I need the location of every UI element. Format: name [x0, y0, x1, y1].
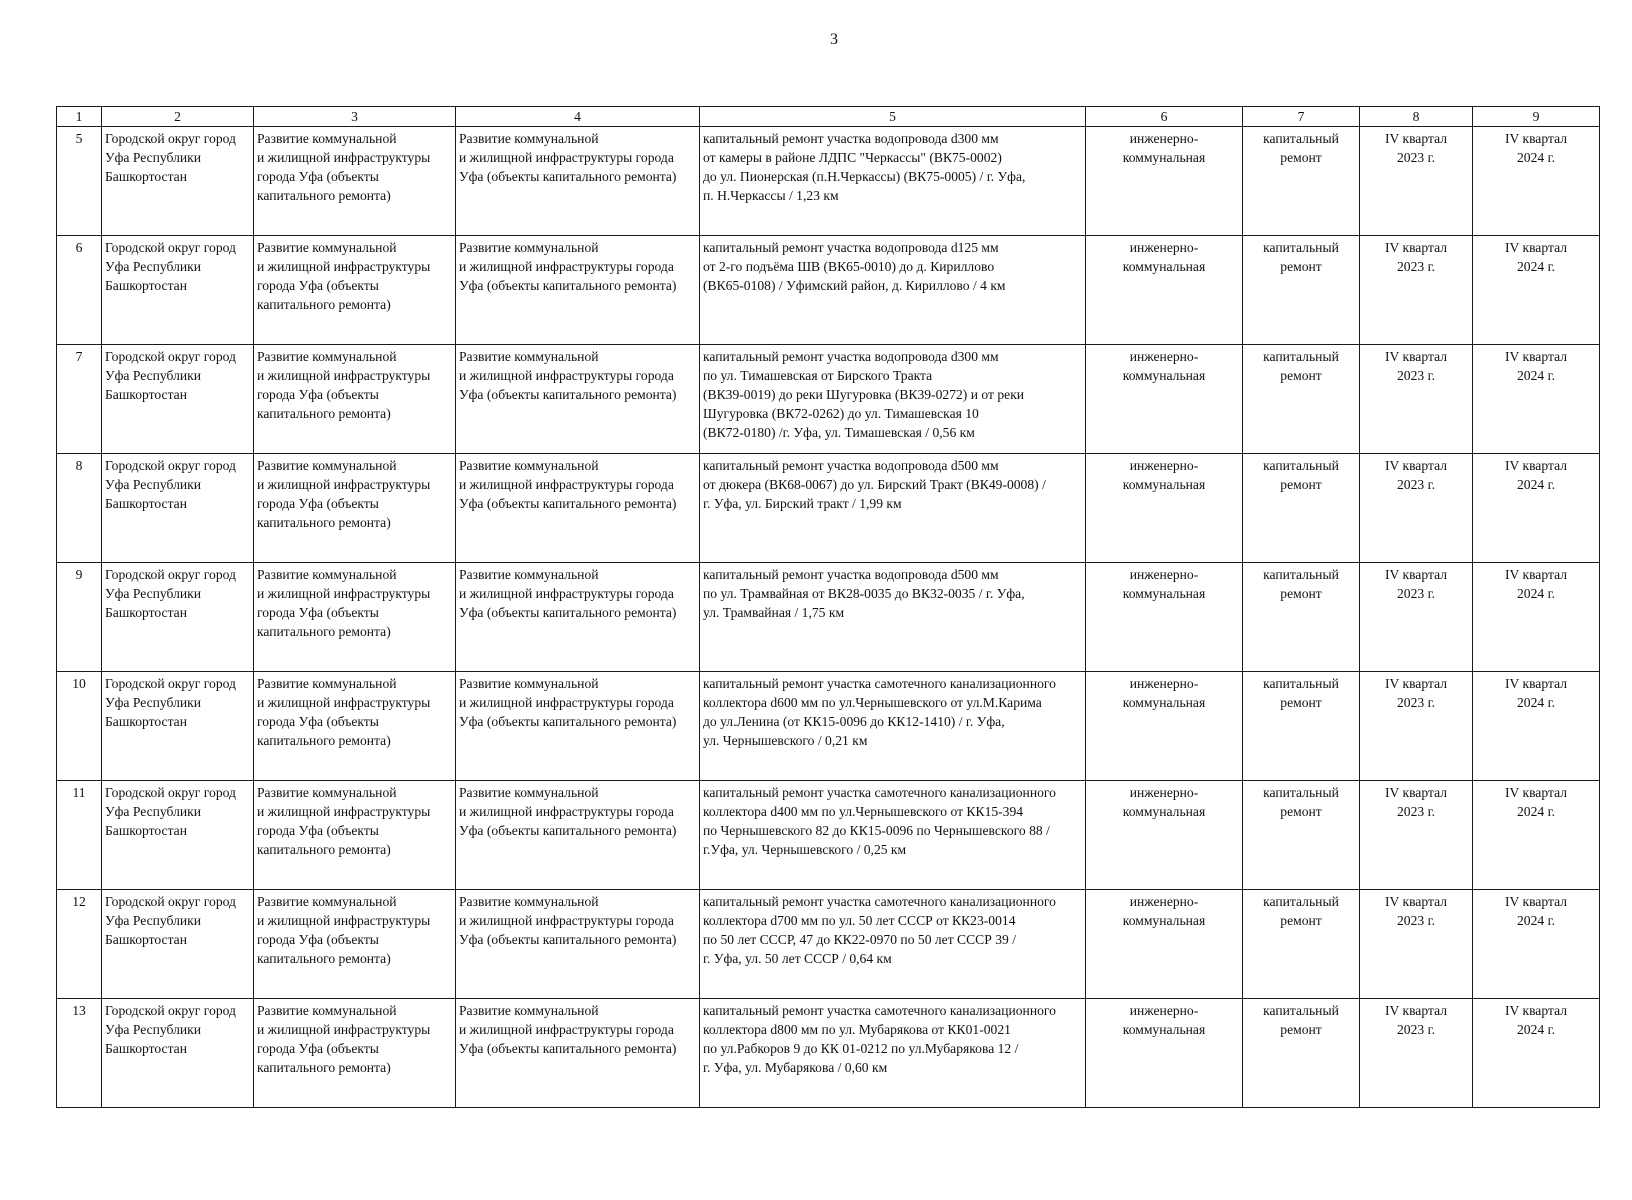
end-period-cell: [1473, 236, 1600, 345]
registry-table: [56, 106, 1600, 1108]
cell-line: Развитие коммунальной: [257, 785, 397, 800]
cell-line: Развитие коммунальной: [257, 894, 397, 909]
cell-line: IV квартал: [1504, 567, 1568, 582]
cell-line: капитального ремонта): [257, 951, 391, 966]
cell-line: коммунальная: [1122, 695, 1206, 710]
start-period-cell: [1360, 454, 1473, 563]
cell-line: Уфа Республики: [105, 804, 202, 819]
cell-line: инженерно-: [1129, 1003, 1199, 1018]
cell-line: Шугуровка (ВК72-0262) до ул. Тимашевская 10: [703, 406, 979, 421]
cell-line: 2023 г.: [1396, 368, 1436, 383]
cell-line: Развитие коммунальной: [257, 567, 397, 582]
cell-line: Уфа (объекты капитального ремонта): [459, 387, 677, 402]
cell-line: 2023 г.: [1396, 150, 1436, 165]
cell-line: инженерно-: [1129, 894, 1199, 909]
cell-line: города Уфа (объекты: [257, 823, 379, 838]
cell-line: Городской округ город: [105, 1003, 236, 1018]
cell-line: от дюкера (ВК68-0067) до ул. Бирский Тракт (ВК49-0008) /: [703, 477, 1046, 492]
cell-line: капитальный ремонт участка водопровода d125 мм: [703, 240, 999, 255]
row-number-cell: 13: [57, 999, 102, 1108]
work-type-cell: [1243, 563, 1360, 672]
cell-line: и жилищной инфраструктуры: [257, 150, 431, 165]
cell-line: Развитие коммунальной: [257, 458, 397, 473]
cell-line: Развитие коммунальной: [459, 1003, 599, 1018]
row-number-cell: 6: [57, 236, 102, 345]
cell-line: Развитие коммунальной: [257, 131, 397, 146]
program-full-cell: [456, 890, 700, 999]
cell-line: инженерно-: [1129, 349, 1199, 364]
cell-line: капитальный: [1263, 676, 1339, 691]
cell-line: Башкортостан: [105, 932, 187, 947]
cell-line: IV квартал: [1504, 894, 1568, 909]
cell-line: 2024 г.: [1516, 1022, 1556, 1037]
start-period-cell: [1360, 127, 1473, 236]
row-number-cell: 11: [57, 781, 102, 890]
cell-line: IV квартал: [1384, 1003, 1448, 1018]
cell-line: и жилищной инфраструктуры: [257, 259, 431, 274]
work-type-cell: [1243, 781, 1360, 890]
start-period-cell: [1360, 345, 1473, 454]
cell-line: коллектора d700 мм по ул. 50 лет СССР от КК23-0014: [703, 913, 1016, 928]
cell-line: Уфа Республики: [105, 259, 202, 274]
object-description-cell: [700, 127, 1086, 236]
start-period-cell: [1360, 999, 1473, 1108]
cell-line: капитальный ремонт участка водопровода d300 мм: [703, 131, 999, 146]
program-cell: [254, 890, 456, 999]
cell-line: Уфа Республики: [105, 477, 202, 492]
cell-line: капитальный ремонт участка самотечного канализационного: [703, 785, 1056, 800]
cell-line: Городской округ город: [105, 240, 236, 255]
municipality-cell: [102, 563, 254, 672]
page-number: 3: [830, 31, 838, 48]
cell-line: Уфа (объекты капитального ремонта): [459, 823, 677, 838]
program-full-cell: [456, 672, 700, 781]
cell-line: Городской округ город: [105, 349, 236, 364]
cell-line: IV квартал: [1384, 894, 1448, 909]
cell-line: капитального ремонта): [257, 406, 391, 421]
cell-line: и жилищной инфраструктуры города: [459, 150, 674, 165]
cell-line: до ул.Ленина (от КК15-0096 до КК12-1410) / г. Уфа,: [703, 714, 1005, 729]
cell-line: инженерно-: [1129, 785, 1199, 800]
table-row: [57, 345, 1600, 454]
cell-line: коммунальная: [1122, 368, 1206, 383]
row-number-cell: 8: [57, 454, 102, 563]
cell-line: Башкортостан: [105, 823, 187, 838]
start-period-cell: [1360, 781, 1473, 890]
cell-line: города Уфа (объекты: [257, 714, 379, 729]
cell-line: города Уфа (объекты: [257, 932, 379, 947]
cell-line: Городской округ город: [105, 676, 236, 691]
table-row: [57, 890, 1600, 999]
work-type-cell: [1243, 236, 1360, 345]
cell-line: Развитие коммунальной: [459, 240, 599, 255]
end-period-cell: [1473, 345, 1600, 454]
municipality-cell: [102, 236, 254, 345]
cell-line: г. Уфа, ул. 50 лет СССР / 0,64 км: [703, 951, 892, 966]
cell-line: инженерно-: [1129, 131, 1199, 146]
column-header-4: 4: [456, 107, 700, 127]
object-description-cell: [700, 236, 1086, 345]
program-cell: [254, 999, 456, 1108]
end-period-cell: [1473, 672, 1600, 781]
program-full-cell: [456, 781, 700, 890]
column-header-7: 7: [1243, 107, 1360, 127]
registry-table-body: [57, 127, 1600, 1108]
program-cell: [254, 236, 456, 345]
cell-line: 2024 г.: [1516, 695, 1556, 710]
infrastructure-type-cell: [1086, 999, 1243, 1108]
cell-line: Развитие коммунальной: [459, 349, 599, 364]
program-cell: [254, 563, 456, 672]
program-cell: [254, 672, 456, 781]
cell-line: Развитие коммунальной: [257, 676, 397, 691]
cell-line: по Чернышевского 82 до КК15-0096 по Чернышевского 88 /: [703, 823, 1050, 838]
cell-line: (ВК39-0019) до реки Шугуровка (ВК39-0272) и от реки: [703, 387, 1025, 402]
cell-line: Уфа (объекты капитального ремонта): [459, 496, 677, 511]
cell-line: и жилищной инфраструктуры: [257, 368, 431, 383]
cell-line: и жилищной инфраструктуры города: [459, 259, 674, 274]
cell-line: коллектора d600 мм по ул.Чернышевского от ул.М.Карима: [703, 695, 1042, 710]
object-description-cell: [700, 454, 1086, 563]
cell-line: IV квартал: [1504, 349, 1568, 364]
cell-line: 2023 г.: [1396, 477, 1436, 492]
work-type-cell: [1243, 999, 1360, 1108]
infrastructure-type-cell: [1086, 127, 1243, 236]
column-header-2: 2: [102, 107, 254, 127]
work-type-cell: [1243, 890, 1360, 999]
cell-line: по 50 лет СССР, 47 до КК22-0970 по 50 лет СССР 39 /: [703, 932, 1016, 947]
cell-line: IV квартал: [1504, 240, 1568, 255]
cell-line: ремонт: [1280, 368, 1322, 383]
cell-line: и жилищной инфраструктуры города: [459, 804, 674, 819]
cell-line: по ул. Тимашевская от Бирского Тракта: [703, 368, 933, 383]
cell-line: и жилищной инфраструктуры города: [459, 586, 674, 601]
cell-line: 2023 г.: [1396, 259, 1436, 274]
cell-line: Уфа (объекты капитального ремонта): [459, 932, 677, 947]
column-header-5: 5: [700, 107, 1086, 127]
cell-line: Городской округ город: [105, 894, 236, 909]
object-description-cell: [700, 345, 1086, 454]
cell-line: Уфа (объекты капитального ремонта): [459, 605, 677, 620]
infrastructure-type-cell: [1086, 345, 1243, 454]
cell-line: и жилищной инфраструктуры города: [459, 913, 674, 928]
cell-line: Уфа Республики: [105, 150, 202, 165]
work-type-cell: [1243, 454, 1360, 563]
cell-line: 2023 г.: [1396, 913, 1436, 928]
row-number-cell: 9: [57, 563, 102, 672]
cell-line: города Уфа (объекты: [257, 278, 379, 293]
object-description-cell: [700, 781, 1086, 890]
cell-line: (ВК65-0108) / Уфимский район, д. Кириллово / 4 км: [703, 278, 1006, 293]
cell-line: и жилищной инфраструктуры: [257, 913, 431, 928]
column-number-row: [57, 107, 1600, 127]
cell-line: по ул. Трамвайная от ВК28-0035 до ВК32-0035 / г. Уфа,: [703, 586, 1025, 601]
infrastructure-type-cell: [1086, 781, 1243, 890]
cell-line: и жилищной инфраструктуры: [257, 477, 431, 492]
municipality-cell: [102, 127, 254, 236]
program-cell: [254, 454, 456, 563]
municipality-cell: [102, 781, 254, 890]
cell-line: Башкортостан: [105, 278, 187, 293]
cell-line: г. Уфа, ул. Бирский тракт / 1,99 км: [703, 496, 902, 511]
cell-line: IV квартал: [1384, 567, 1448, 582]
cell-line: капитальный: [1263, 349, 1339, 364]
program-full-cell: [456, 127, 700, 236]
cell-line: и жилищной инфраструктуры: [257, 804, 431, 819]
cell-line: по ул.Рабкоров 9 до КК 01-0212 по ул.Мубарякова 12 /: [703, 1041, 1019, 1056]
municipality-cell: [102, 672, 254, 781]
work-type-cell: [1243, 672, 1360, 781]
cell-line: капитальный: [1263, 131, 1339, 146]
municipality-cell: [102, 890, 254, 999]
table-row: [57, 672, 1600, 781]
cell-line: Развитие коммунальной: [459, 676, 599, 691]
cell-line: ремонт: [1280, 804, 1322, 819]
cell-line: IV квартал: [1384, 240, 1448, 255]
cell-line: Развитие коммунальной: [257, 240, 397, 255]
cell-line: ремонт: [1280, 259, 1322, 274]
work-type-cell: [1243, 345, 1360, 454]
cell-line: Башкортостан: [105, 496, 187, 511]
cell-line: коллектора d800 мм по ул. Мубарякова от КК01-0021: [703, 1022, 1011, 1037]
cell-line: инженерно-: [1129, 240, 1199, 255]
cell-line: коллектора d400 мм по ул.Чернышевского от КК15-394: [703, 804, 1024, 819]
cell-line: капитальный: [1263, 240, 1339, 255]
cell-line: 2023 г.: [1396, 586, 1436, 601]
program-cell: [254, 127, 456, 236]
cell-line: города Уфа (объекты: [257, 387, 379, 402]
cell-line: от камеры в районе ЛДПС "Черкассы" (ВК75-0002): [703, 150, 1002, 165]
cell-line: Развитие коммунальной: [257, 1003, 397, 1018]
start-period-cell: [1360, 672, 1473, 781]
program-cell: [254, 781, 456, 890]
cell-line: Развитие коммунальной: [257, 349, 397, 364]
cell-line: ремонт: [1280, 477, 1322, 492]
cell-line: и жилищной инфраструктуры города: [459, 368, 674, 383]
cell-line: коммунальная: [1122, 586, 1206, 601]
cell-line: п. Н.Черкассы / 1,23 км: [703, 188, 839, 203]
cell-line: капитальный ремонт участка водопровода d300 мм: [703, 349, 999, 364]
cell-line: капитальный ремонт участка самотечного канализационного: [703, 894, 1056, 909]
cell-line: Городской округ город: [105, 131, 236, 146]
cell-line: капитальный: [1263, 894, 1339, 909]
cell-line: IV квартал: [1384, 131, 1448, 146]
cell-line: Городской округ город: [105, 567, 236, 582]
cell-line: капитальный ремонт участка водопровода d500 мм: [703, 567, 999, 582]
cell-line: города Уфа (объекты: [257, 605, 379, 620]
municipality-cell: [102, 454, 254, 563]
row-number-cell: 10: [57, 672, 102, 781]
cell-line: инженерно-: [1129, 676, 1199, 691]
cell-line: IV квартал: [1504, 676, 1568, 691]
cell-line: Развитие коммунальной: [459, 785, 599, 800]
cell-line: IV квартал: [1384, 676, 1448, 691]
cell-line: коммунальная: [1122, 804, 1206, 819]
cell-line: IV квартал: [1504, 785, 1568, 800]
cell-line: Городской округ город: [105, 458, 236, 473]
cell-line: капитального ремонта): [257, 733, 391, 748]
cell-line: города Уфа (объекты: [257, 169, 379, 184]
table-row: [57, 127, 1600, 236]
cell-line: коммунальная: [1122, 1022, 1206, 1037]
cell-line: и жилищной инфраструктуры: [257, 586, 431, 601]
cell-line: и жилищной инфраструктуры города: [459, 695, 674, 710]
cell-line: и жилищной инфраструктуры: [257, 695, 431, 710]
cell-line: Уфа Республики: [105, 586, 202, 601]
object-description-cell: [700, 890, 1086, 999]
cell-line: 2024 г.: [1516, 586, 1556, 601]
cell-line: капитальный: [1263, 785, 1339, 800]
program-cell: [254, 345, 456, 454]
column-header-1: 1: [57, 107, 102, 127]
table-row: [57, 454, 1600, 563]
program-full-cell: [456, 236, 700, 345]
cell-line: инженерно-: [1129, 567, 1199, 582]
end-period-cell: [1473, 454, 1600, 563]
end-period-cell: [1473, 781, 1600, 890]
cell-line: 2024 г.: [1516, 368, 1556, 383]
end-period-cell: [1473, 999, 1600, 1108]
cell-line: инженерно-: [1129, 458, 1199, 473]
cell-line: IV квартал: [1384, 349, 1448, 364]
cell-line: Уфа (объекты капитального ремонта): [459, 1041, 677, 1056]
start-period-cell: [1360, 236, 1473, 345]
cell-line: Уфа (объекты капитального ремонта): [459, 714, 677, 729]
infrastructure-type-cell: [1086, 890, 1243, 999]
cell-line: капитального ремонта): [257, 842, 391, 857]
table-row: [57, 236, 1600, 345]
cell-line: ул. Чернышевского / 0,21 км: [703, 733, 868, 748]
cell-line: капитального ремонта): [257, 188, 391, 203]
end-period-cell: [1473, 127, 1600, 236]
municipality-cell: [102, 999, 254, 1108]
object-description-cell: [700, 563, 1086, 672]
cell-line: капитальный ремонт участка водопровода d500 мм: [703, 458, 999, 473]
cell-line: ремонт: [1280, 695, 1322, 710]
cell-line: 2024 г.: [1516, 150, 1556, 165]
municipality-cell: [102, 345, 254, 454]
cell-line: города Уфа (объекты: [257, 1041, 379, 1056]
cell-line: капитального ремонта): [257, 297, 391, 312]
end-period-cell: [1473, 563, 1600, 672]
cell-line: ремонт: [1280, 913, 1322, 928]
row-number-cell: 5: [57, 127, 102, 236]
cell-line: IV квартал: [1384, 458, 1448, 473]
cell-line: коммунальная: [1122, 259, 1206, 274]
cell-line: и жилищной инфраструктуры города: [459, 477, 674, 492]
cell-line: 2023 г.: [1396, 695, 1436, 710]
column-header-9: 9: [1473, 107, 1600, 127]
table-row: [57, 999, 1600, 1108]
program-full-cell: [456, 999, 700, 1108]
work-type-cell: [1243, 127, 1360, 236]
infrastructure-type-cell: [1086, 454, 1243, 563]
cell-line: Городской округ город: [105, 785, 236, 800]
cell-line: IV квартал: [1504, 1003, 1568, 1018]
end-period-cell: [1473, 890, 1600, 999]
cell-line: 2023 г.: [1396, 1022, 1436, 1037]
cell-line: IV квартал: [1504, 131, 1568, 146]
object-description-cell: [700, 999, 1086, 1108]
cell-line: Башкортостан: [105, 605, 187, 620]
cell-line: капитальный: [1263, 567, 1339, 582]
cell-line: до ул. Пионерская (п.Н.Черкассы) (ВК75-0005) / г. Уфа,: [703, 169, 1026, 184]
cell-line: капитального ремонта): [257, 515, 391, 530]
cell-line: коммунальная: [1122, 150, 1206, 165]
cell-line: ремонт: [1280, 150, 1322, 165]
program-full-cell: [456, 454, 700, 563]
cell-line: Развитие коммунальной: [459, 131, 599, 146]
cell-line: капитальный ремонт участка самотечного канализационного: [703, 676, 1056, 691]
start-period-cell: [1360, 563, 1473, 672]
cell-line: 2024 г.: [1516, 913, 1556, 928]
infrastructure-type-cell: [1086, 563, 1243, 672]
cell-line: Башкортостан: [105, 714, 187, 729]
cell-line: коммунальная: [1122, 477, 1206, 492]
table-row: [57, 563, 1600, 672]
cell-line: ремонт: [1280, 1022, 1322, 1037]
cell-line: от 2-го подъёма ШВ (ВК65-0010) до д. Кириллово: [703, 259, 995, 274]
cell-line: 2024 г.: [1516, 477, 1556, 492]
table-row: [57, 781, 1600, 890]
cell-line: 2023 г.: [1396, 804, 1436, 819]
infrastructure-type-cell: [1086, 236, 1243, 345]
cell-line: IV квартал: [1504, 458, 1568, 473]
cell-line: капитальный: [1263, 1003, 1339, 1018]
cell-line: коммунальная: [1122, 913, 1206, 928]
cell-line: ремонт: [1280, 586, 1322, 601]
cell-line: IV квартал: [1384, 785, 1448, 800]
cell-line: Развитие коммунальной: [459, 458, 599, 473]
program-full-cell: [456, 563, 700, 672]
cell-line: Башкортостан: [105, 387, 187, 402]
column-header-6: 6: [1086, 107, 1243, 127]
cell-line: Развитие коммунальной: [459, 567, 599, 582]
cell-line: 2024 г.: [1516, 804, 1556, 819]
program-full-cell: [456, 345, 700, 454]
cell-line: Башкортостан: [105, 1041, 187, 1056]
cell-line: Уфа Республики: [105, 695, 202, 710]
cell-line: Уфа Республики: [105, 913, 202, 928]
cell-line: капитального ремонта): [257, 1060, 391, 1075]
start-period-cell: [1360, 890, 1473, 999]
row-number-cell: 7: [57, 345, 102, 454]
cell-line: города Уфа (объекты: [257, 496, 379, 511]
cell-line: Уфа Республики: [105, 368, 202, 383]
row-number-cell: 12: [57, 890, 102, 999]
cell-line: (ВК72-0180) /г. Уфа, ул. Тимашевская / 0,56 км: [703, 425, 975, 440]
object-description-cell: [700, 672, 1086, 781]
cell-line: капитального ремонта): [257, 624, 391, 639]
cell-line: ул. Трамвайная / 1,75 км: [703, 605, 845, 620]
cell-line: Уфа (объекты капитального ремонта): [459, 278, 677, 293]
cell-line: Развитие коммунальной: [459, 894, 599, 909]
cell-line: капитальный: [1263, 458, 1339, 473]
cell-line: г. Уфа, ул. Мубарякова / 0,60 км: [703, 1060, 888, 1075]
cell-line: Уфа (объекты капитального ремонта): [459, 169, 677, 184]
column-header-8: 8: [1360, 107, 1473, 127]
column-header-3: 3: [254, 107, 456, 127]
infrastructure-type-cell: [1086, 672, 1243, 781]
cell-line: г.Уфа, ул. Чернышевского / 0,25 км: [703, 842, 907, 857]
cell-line: капитальный ремонт участка самотечного канализационного: [703, 1003, 1056, 1018]
cell-line: и жилищной инфраструктуры города: [459, 1022, 674, 1037]
cell-line: Уфа Республики: [105, 1022, 202, 1037]
cell-line: и жилищной инфраструктуры: [257, 1022, 431, 1037]
cell-line: 2024 г.: [1516, 259, 1556, 274]
cell-line: Башкортостан: [105, 169, 187, 184]
